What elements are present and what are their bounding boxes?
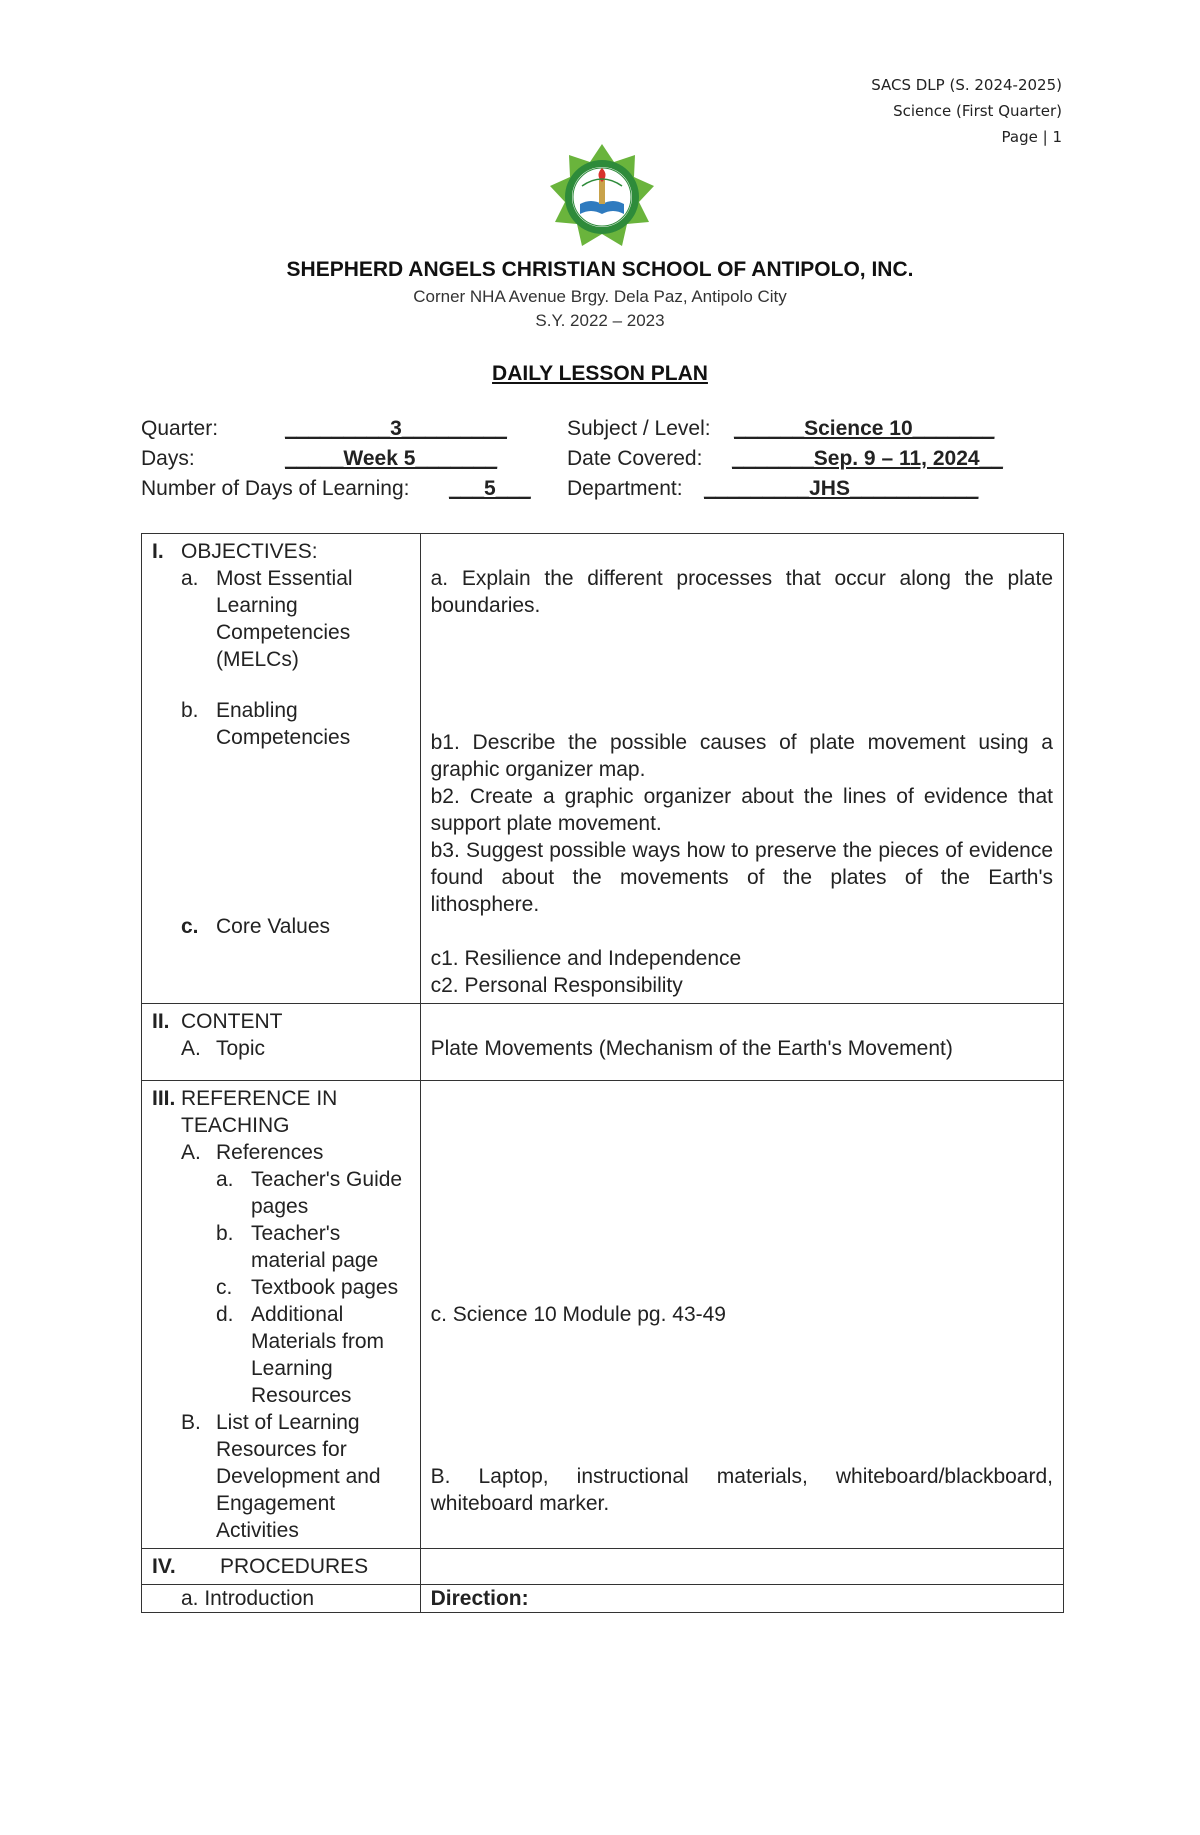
procedures-right-cell [420, 1549, 1063, 1585]
objectives-left-cell [142, 534, 421, 1004]
objectives-heading: I. OBJECTIVES: [152, 540, 318, 563]
textbook-text: c. Science 10 Module pg. 43-49 [430, 1303, 726, 1326]
num-days-label: Number of Days of Learning: [141, 477, 410, 500]
page-header [871, 72, 1062, 150]
enabling-b1: b1. Describe the possible causes of plate movement using a graphic organizer map. [430, 731, 1053, 781]
teachers-material-label: b. Teacher's material page [216, 1222, 379, 1272]
textbook-pages-label: c. Textbook pages [216, 1276, 399, 1299]
department-value: _________JHS___________ [704, 477, 979, 500]
core-values-label: c. Core Values [181, 915, 331, 938]
introduction-row [142, 1585, 1064, 1613]
subject-label: Subject / Level: [567, 417, 711, 440]
content-left-cell [142, 1004, 421, 1081]
content-heading: II. CONTENT [152, 1010, 283, 1033]
core-value-c2: c2. Personal Responsibility [430, 974, 683, 997]
resources-text: B. Laptop, instructional materials, whiteboard/blackboard, whiteboard marker. [430, 1465, 1053, 1515]
header-subject-quarter: Science (First Quarter) [893, 102, 1062, 120]
enabling-b2: b2. Create a graphic organizer about the lines of evidence that support plate movement. [430, 785, 1053, 835]
school-address: Corner NHA Avenue Brgy. Dela Paz, Antipolo City [413, 287, 787, 306]
reference-right-cell [420, 1081, 1063, 1549]
melc-text: a. Explain the different processes that occur along the plate boundaries. [430, 567, 1053, 617]
topic-label: A. Topic [181, 1037, 266, 1060]
enabling-competencies-label: b. Enabling Competencies [181, 699, 351, 749]
content-row [142, 1004, 1064, 1081]
document-title: DAILY LESSON PLAN [492, 362, 708, 385]
days-value: _____Week 5_______ [285, 447, 498, 470]
reference-left-cell [142, 1081, 421, 1549]
procedures-row [142, 1549, 1064, 1585]
procedures-heading: IV. PROCEDURES [152, 1555, 369, 1578]
reference-heading: III. REFERENCE IN TEACHING [152, 1087, 338, 1137]
objectives-row [142, 534, 1064, 1004]
melc-label: a. Most Essential Learning Competencies (MELCs) [181, 567, 353, 671]
quarter-value: _________3_________ [285, 417, 507, 440]
introduction-right-cell [420, 1585, 1063, 1613]
date-covered-label: Date Covered: [567, 447, 703, 470]
enabling-b3: b3. Suggest possible ways how to preserve the pieces of evidence found about the movements of the plates of the Earth's lithosphere. [430, 839, 1053, 916]
num-days-value: ___5___ [449, 477, 531, 500]
date-covered-value: _______Sep. 9 – 11, 2024__ [732, 447, 1003, 470]
school-name: SHEPHERD ANGELS CHRISTIAN SCHOOL OF ANTIPOLO, INC. [286, 258, 914, 281]
teachers-guide-label: a. Teacher's Guide pages [216, 1168, 403, 1218]
header-document-code: SACS DLP (S. 2024-2025) [871, 76, 1062, 94]
references-label: A. References [181, 1141, 324, 1164]
introduction-left-cell [142, 1585, 421, 1613]
days-label: Days: [141, 447, 195, 470]
learning-resources-label: B. List of Learning Resources for Development and Engagement Activities [181, 1411, 381, 1542]
lesson-plan-table [141, 533, 1064, 1613]
department-label: Department: [567, 477, 683, 500]
objectives-right-cell [420, 534, 1063, 1004]
content-right-cell [420, 1004, 1063, 1081]
topic-text: Plate Movements (Mechanism of the Earth's Movement) [430, 1037, 953, 1060]
quarter-label: Quarter: [141, 417, 219, 440]
school-year: S.Y. 2022 – 2023 [535, 311, 665, 330]
header-page-number: Page | 1 [1001, 128, 1062, 146]
additional-materials-label: d. Additional Materials from Learning Resources [216, 1303, 385, 1407]
core-value-c1: c1. Resilience and Independence [430, 947, 742, 970]
procedures-left-cell [142, 1549, 421, 1585]
reference-row [142, 1081, 1064, 1549]
direction-label: Direction: [430, 1587, 529, 1610]
subject-value: ______Science 10_______ [734, 417, 995, 440]
introduction-label: a. Introduction [181, 1587, 315, 1610]
school-seal-icon [546, 142, 658, 254]
